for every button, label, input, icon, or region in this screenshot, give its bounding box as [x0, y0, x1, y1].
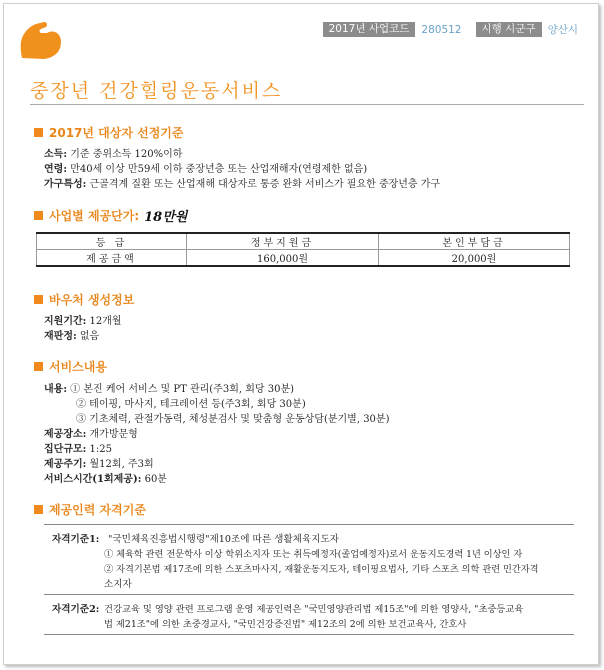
table-header-row [37, 233, 570, 250]
eligibility-household [44, 175, 440, 190]
qualification-divider [44, 594, 574, 595]
header-cell: 등 급 [37, 233, 187, 250]
header-cell: 정부지원금 [187, 233, 379, 250]
qualification-2-line: 법 제21조"에 의한 초중경교사, "국민건강증진법" 제12조의 2에 의한 보건교육사, 간호사 [104, 619, 467, 630]
row-text: 월12회, 주3회 [86, 459, 154, 470]
row-label: 집단규모: [44, 444, 87, 455]
region-value: 양산시 [547, 24, 578, 36]
page-title: 중장년 건강힐링운동서비스 [30, 80, 283, 102]
row-label: 서비스시간(1회제공): [44, 474, 142, 485]
flexed-arm-icon [14, 18, 66, 62]
section-heading-price [34, 206, 187, 225]
service-item: ① 본진 케어 서비스 및 PT 관리(주3회, 회당 30분) [70, 384, 294, 395]
row-text: 기준 중위소득 120%이하 [67, 149, 183, 160]
qualification-divider [44, 634, 574, 635]
table-row [37, 250, 570, 267]
row-label: 제공주기: [44, 459, 87, 470]
qualification-1-line: 소지자 [104, 579, 132, 590]
service-item: ② 테이핑, 마사지, 테크레이션 등(주3회, 회당 30분) [76, 399, 306, 410]
qualification-1-label: 자격기준1: [52, 534, 100, 545]
section-heading-qualification [34, 501, 146, 518]
table-cell: 160,000원 [187, 250, 379, 267]
eligibility-age [44, 160, 367, 175]
section-title: 2017년 대상자 선정기준 [49, 126, 184, 140]
year-code-label: 2017년 사업코드 [323, 22, 416, 37]
business-code: 280512 [421, 23, 462, 36]
row-text: 만40세 이상 만59세 이하 중장년층 또는 산업재해자(연령제한 없음) [67, 164, 368, 175]
region-label: 시행 시군구 [476, 22, 542, 37]
section-title: 제공인력 자격기준 [49, 503, 146, 517]
row-label: 가구특성: [44, 179, 87, 190]
row-label: 재판정: [44, 331, 77, 342]
title-divider [30, 104, 584, 105]
service-group-size [44, 440, 112, 455]
service-place [44, 425, 138, 440]
service-cycle [44, 455, 154, 470]
section-title: 사업별 제공단가: [49, 209, 140, 223]
section-heading-eligibility [34, 124, 184, 141]
row-label: 제공장소: [44, 429, 87, 440]
section-heading-service [34, 358, 107, 375]
price-table [36, 232, 570, 267]
square-bullet-icon [34, 295, 43, 304]
row-text: 60분 [141, 474, 167, 485]
row-text: 근골격계 질환 또는 산업재해 대상자로 통증 완화 서비스가 필요한 중장년층 가구 [86, 179, 441, 190]
row-text: 1:25 [86, 444, 112, 455]
section-title: 서비스내용 [49, 360, 107, 374]
square-bullet-icon [34, 211, 43, 220]
service-duration [44, 470, 167, 485]
row-label: 지원기간: [44, 316, 87, 327]
header-bar [323, 22, 578, 37]
row-text: 12개월 [86, 316, 122, 327]
square-bullet-icon [34, 505, 43, 514]
unit-price: 18만원 [144, 210, 188, 225]
square-bullet-icon [34, 362, 43, 371]
voucher-period [44, 312, 122, 327]
table-cell: 20,000원 [379, 250, 570, 267]
qualification-1-line: ② 자격기본법 제17조에 의한 스포츠마사지, 재활운동지도자, 테이핑요법사, 기타 스포츠 의학 관련 민간자격 [104, 564, 539, 575]
service-content [44, 380, 294, 395]
section-title: 바우처 생성정보 [49, 293, 135, 307]
qualification-2-line: 건강교육 및 영양 관련 프로그램 운영 제공인력은 "국민영양관리법 제15조"에 의한 영양사, "초중등교육 [104, 604, 524, 615]
row-text: 개가방문형 [86, 429, 138, 440]
table-cell: 제공금액 [37, 250, 187, 267]
row-label: 연령: [44, 164, 68, 175]
row-label: 내용: [44, 384, 68, 395]
square-bullet-icon [34, 128, 43, 137]
qualification-divider [44, 524, 574, 525]
service-item: ③ 기초체력, 관절가동력, 체성분검사 및 맞춤형 운동상담(분기별, 30분) [76, 414, 390, 425]
qualification-2-label: 자격기준2: [52, 604, 100, 615]
voucher-review [44, 327, 99, 342]
qualification-1-line: ① 체육학 관련 전문학사 이상 학위소지자 또는 취득예정자(졸업예정자)로서 운동지도경력 1년 이상인 자 [104, 549, 523, 560]
row-text: 없음 [76, 331, 100, 342]
header-cell: 본인부담금 [379, 233, 570, 250]
qualification-1-line: "국민체육진흥법시행령"제10조에 따른 생활체육지도자 [108, 534, 340, 545]
eligibility-income [44, 145, 182, 160]
row-label: 소득: [44, 149, 68, 160]
section-heading-voucher [34, 291, 134, 308]
